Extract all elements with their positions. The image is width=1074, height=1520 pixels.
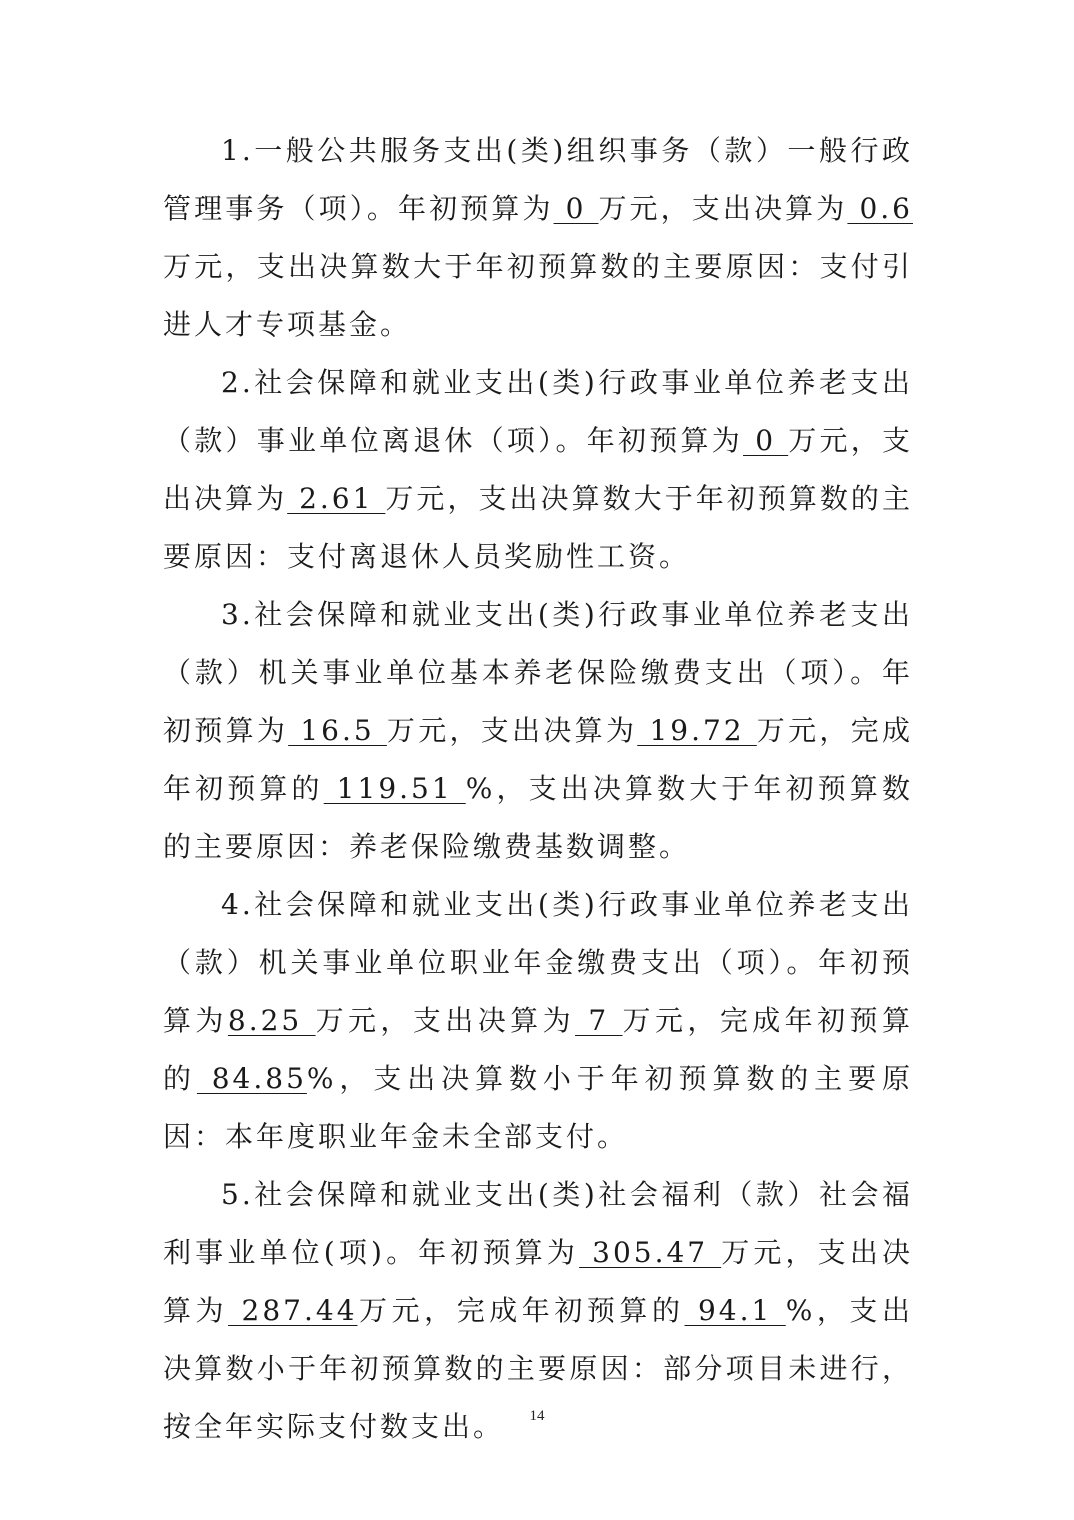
paragraph-text: 万元，完成年初预算的	[163, 714, 913, 805]
paragraph-text: 万元，支出决算数大于年初预算数的主要原因：支付引进人才专项基金。	[163, 250, 913, 341]
underlined-value: 287.44	[228, 1294, 358, 1327]
paragraph-3	[163, 586, 913, 876]
underlined-value: 7	[575, 1004, 623, 1037]
paragraph-text: 万元，支出决算数大于年初预算数的主要原因：支付离退休人员奖励性工资。	[163, 482, 913, 573]
underlined-value: 8.25	[227, 1004, 316, 1037]
underlined-value: 84.85	[196, 1062, 307, 1095]
underlined-value: 305.47	[579, 1236, 722, 1269]
underlined-value: 2.61	[287, 482, 386, 515]
paragraph-text: 万元，支出决算为	[163, 424, 913, 515]
paragraph-text: 2.社会保障和就业支出(类)行政事业单位养老支出（款）事业单位离退休（项）。年初预算为	[163, 366, 913, 457]
paragraph-text: 万元，支出决算为	[315, 1004, 576, 1037]
paragraph-text: 万元，完成年初预算的	[357, 1294, 685, 1327]
paragraph-2	[163, 354, 913, 586]
paragraph-text: 万元，完成年初预算的	[163, 1004, 913, 1095]
underlined-value: 0.6	[847, 192, 913, 225]
underlined-value: 19.72	[637, 714, 757, 747]
page-number: 14	[529, 1408, 545, 1424]
paragraph-text: %，支出决算数小于年初预算数的主要原因：本年度职业年金未全部支付。	[163, 1062, 914, 1153]
underlined-value: 94.1	[684, 1294, 786, 1327]
paragraph-text: 4.社会保障和就业支出(类)行政事业单位养老支出（款）机关事业单位职业年金缴费支出（项）。年初预算为	[163, 888, 913, 1037]
underlined-value: 0	[743, 424, 789, 457]
paragraph-text: 3.社会保障和就业支出(类)行政事业单位养老支出（款）机关事业单位基本养老保险缴费支出（项）。年初预算为	[163, 598, 913, 747]
underlined-value: 119.51	[323, 772, 466, 805]
paragraph-text: 万元，支出决算为	[386, 714, 638, 747]
paragraph-text: 5.社会保障和就业支出(类)社会福利（款）社会福利事业单位(项)。年初预算为	[163, 1178, 913, 1269]
underlined-value: 0	[553, 192, 599, 225]
paragraph-text: %，支出决算数小于年初预算数的主要原因：部分项目未进行，按全年实际支付数支出。	[163, 1294, 913, 1443]
paragraph-4	[163, 876, 913, 1166]
paragraph-text: 万元，支出决算为	[163, 1236, 913, 1327]
paragraph-1	[163, 122, 913, 354]
underlined-value: 16.5	[288, 714, 387, 747]
paragraph-text: 万元，支出决算为	[598, 192, 848, 225]
paragraph-text: %，支出决算数大于年初预算数的主要原因：养老保险缴费基数调整。	[163, 772, 913, 863]
document-body	[163, 122, 913, 1456]
paragraph-text: 1.一般公共服务支出(类)组织事务（款）一般行政管理事务（项）。年初预算为	[163, 134, 913, 225]
